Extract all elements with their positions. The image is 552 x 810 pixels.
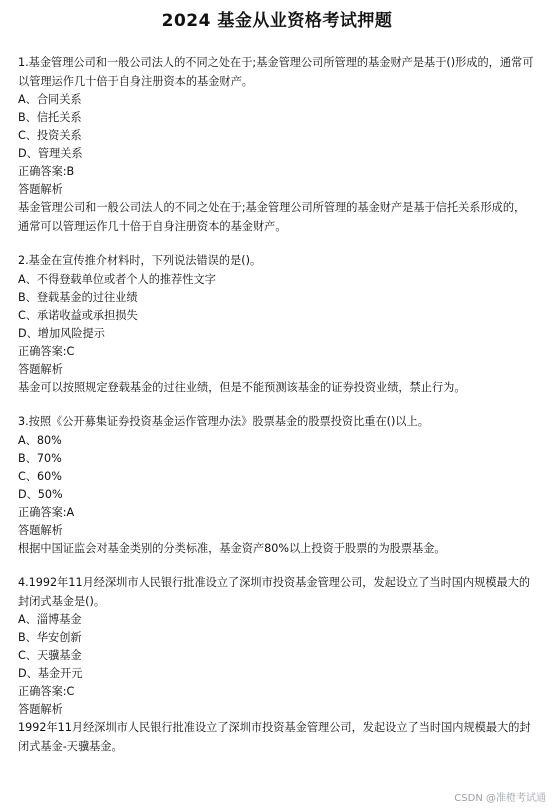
option-d: D、50% — [18, 487, 63, 501]
option-c: C、承诺收益或承担损失 — [18, 308, 138, 322]
option-b: B、登载基金的过往业绩 — [18, 290, 138, 304]
option-d: D、基金开元 — [18, 667, 83, 680]
correct-answer: 正确答案:C — [18, 344, 75, 358]
analysis-label: 答题解析 — [18, 523, 63, 537]
correct-answer: 正确答案:A — [18, 505, 75, 519]
analysis-text: 基金管理公司和一般公司法人的不同之处在于;基金管理公司所管理的基金财产是基于信托关系形成的，通常可以管理运作几十倍于自身注册资本的基金财产。 — [18, 201, 526, 233]
analysis-text: 1992年11月经深圳市人民银行批准设立了深圳市投资基金管理公司，发起设立了当时国内规模最大的封闭式基金-天骥基金。 — [18, 721, 531, 753]
correct-answer: 正确答案:C — [18, 685, 75, 698]
question-text: 2.基金在宣传推介材料时，下列说法错误的是()。 — [18, 254, 262, 267]
option-c: C、天骥基金 — [18, 649, 82, 662]
analysis-label: 答题解析 — [18, 362, 63, 376]
question-block-1 — [18, 54, 536, 236]
option-a: A、合同关系 — [18, 93, 82, 106]
question-text: 3.按照《公开募集证券投资基金运作管理办法》股票基金的股票投资比重在()以上。 — [18, 415, 429, 428]
correct-answer: 正确答案:B — [18, 165, 75, 178]
option-b: B、70% — [18, 451, 62, 465]
question-text: 4.1992年11月经深圳市人民银行批准设立了深圳市投资基金管理公司，发起设立了当时国内规模最大的封闭式基金是()。 — [18, 576, 531, 608]
question-block-2 — [18, 252, 536, 397]
analysis-label: 答题解析 — [18, 183, 63, 196]
option-a: A、淄博基金 — [18, 613, 82, 626]
option-b: B、华安创新 — [18, 631, 82, 644]
analysis-text: 根据中国证监会对基金类别的分类标准，基金资产80%以上投资于股票的为股票基金。 — [18, 541, 446, 555]
analysis-label: 答题解析 — [18, 703, 63, 716]
page-title: 2024 基金从业资格考试押题 — [161, 11, 393, 31]
option-c: C、60% — [18, 469, 62, 483]
question-text: 1.基金管理公司和一般公司法人的不同之处在于;基金管理公司所管理的基金财产是基于()形成的，通常可以管理运作几十倍于自身注册资本的基金财产。 — [18, 56, 534, 88]
option-a: A、不得登载单位或者个人的推荐性文字 — [18, 272, 216, 286]
option-a: A、80% — [18, 433, 62, 447]
option-d: D、增加风险提示 — [18, 326, 105, 340]
question-block-3 — [18, 413, 536, 558]
analysis-text: 基金可以按照规定登载基金的过往业绩，但是不能预测该基金的证券投资业绩，禁止行为。 — [18, 380, 466, 394]
option-c: C、投资关系 — [18, 129, 82, 142]
watermark: CSDN @准橙考试通 — [454, 793, 546, 804]
option-b: B、信托关系 — [18, 111, 82, 124]
question-block-4 — [18, 574, 536, 756]
option-d: D、管理关系 — [18, 147, 83, 160]
